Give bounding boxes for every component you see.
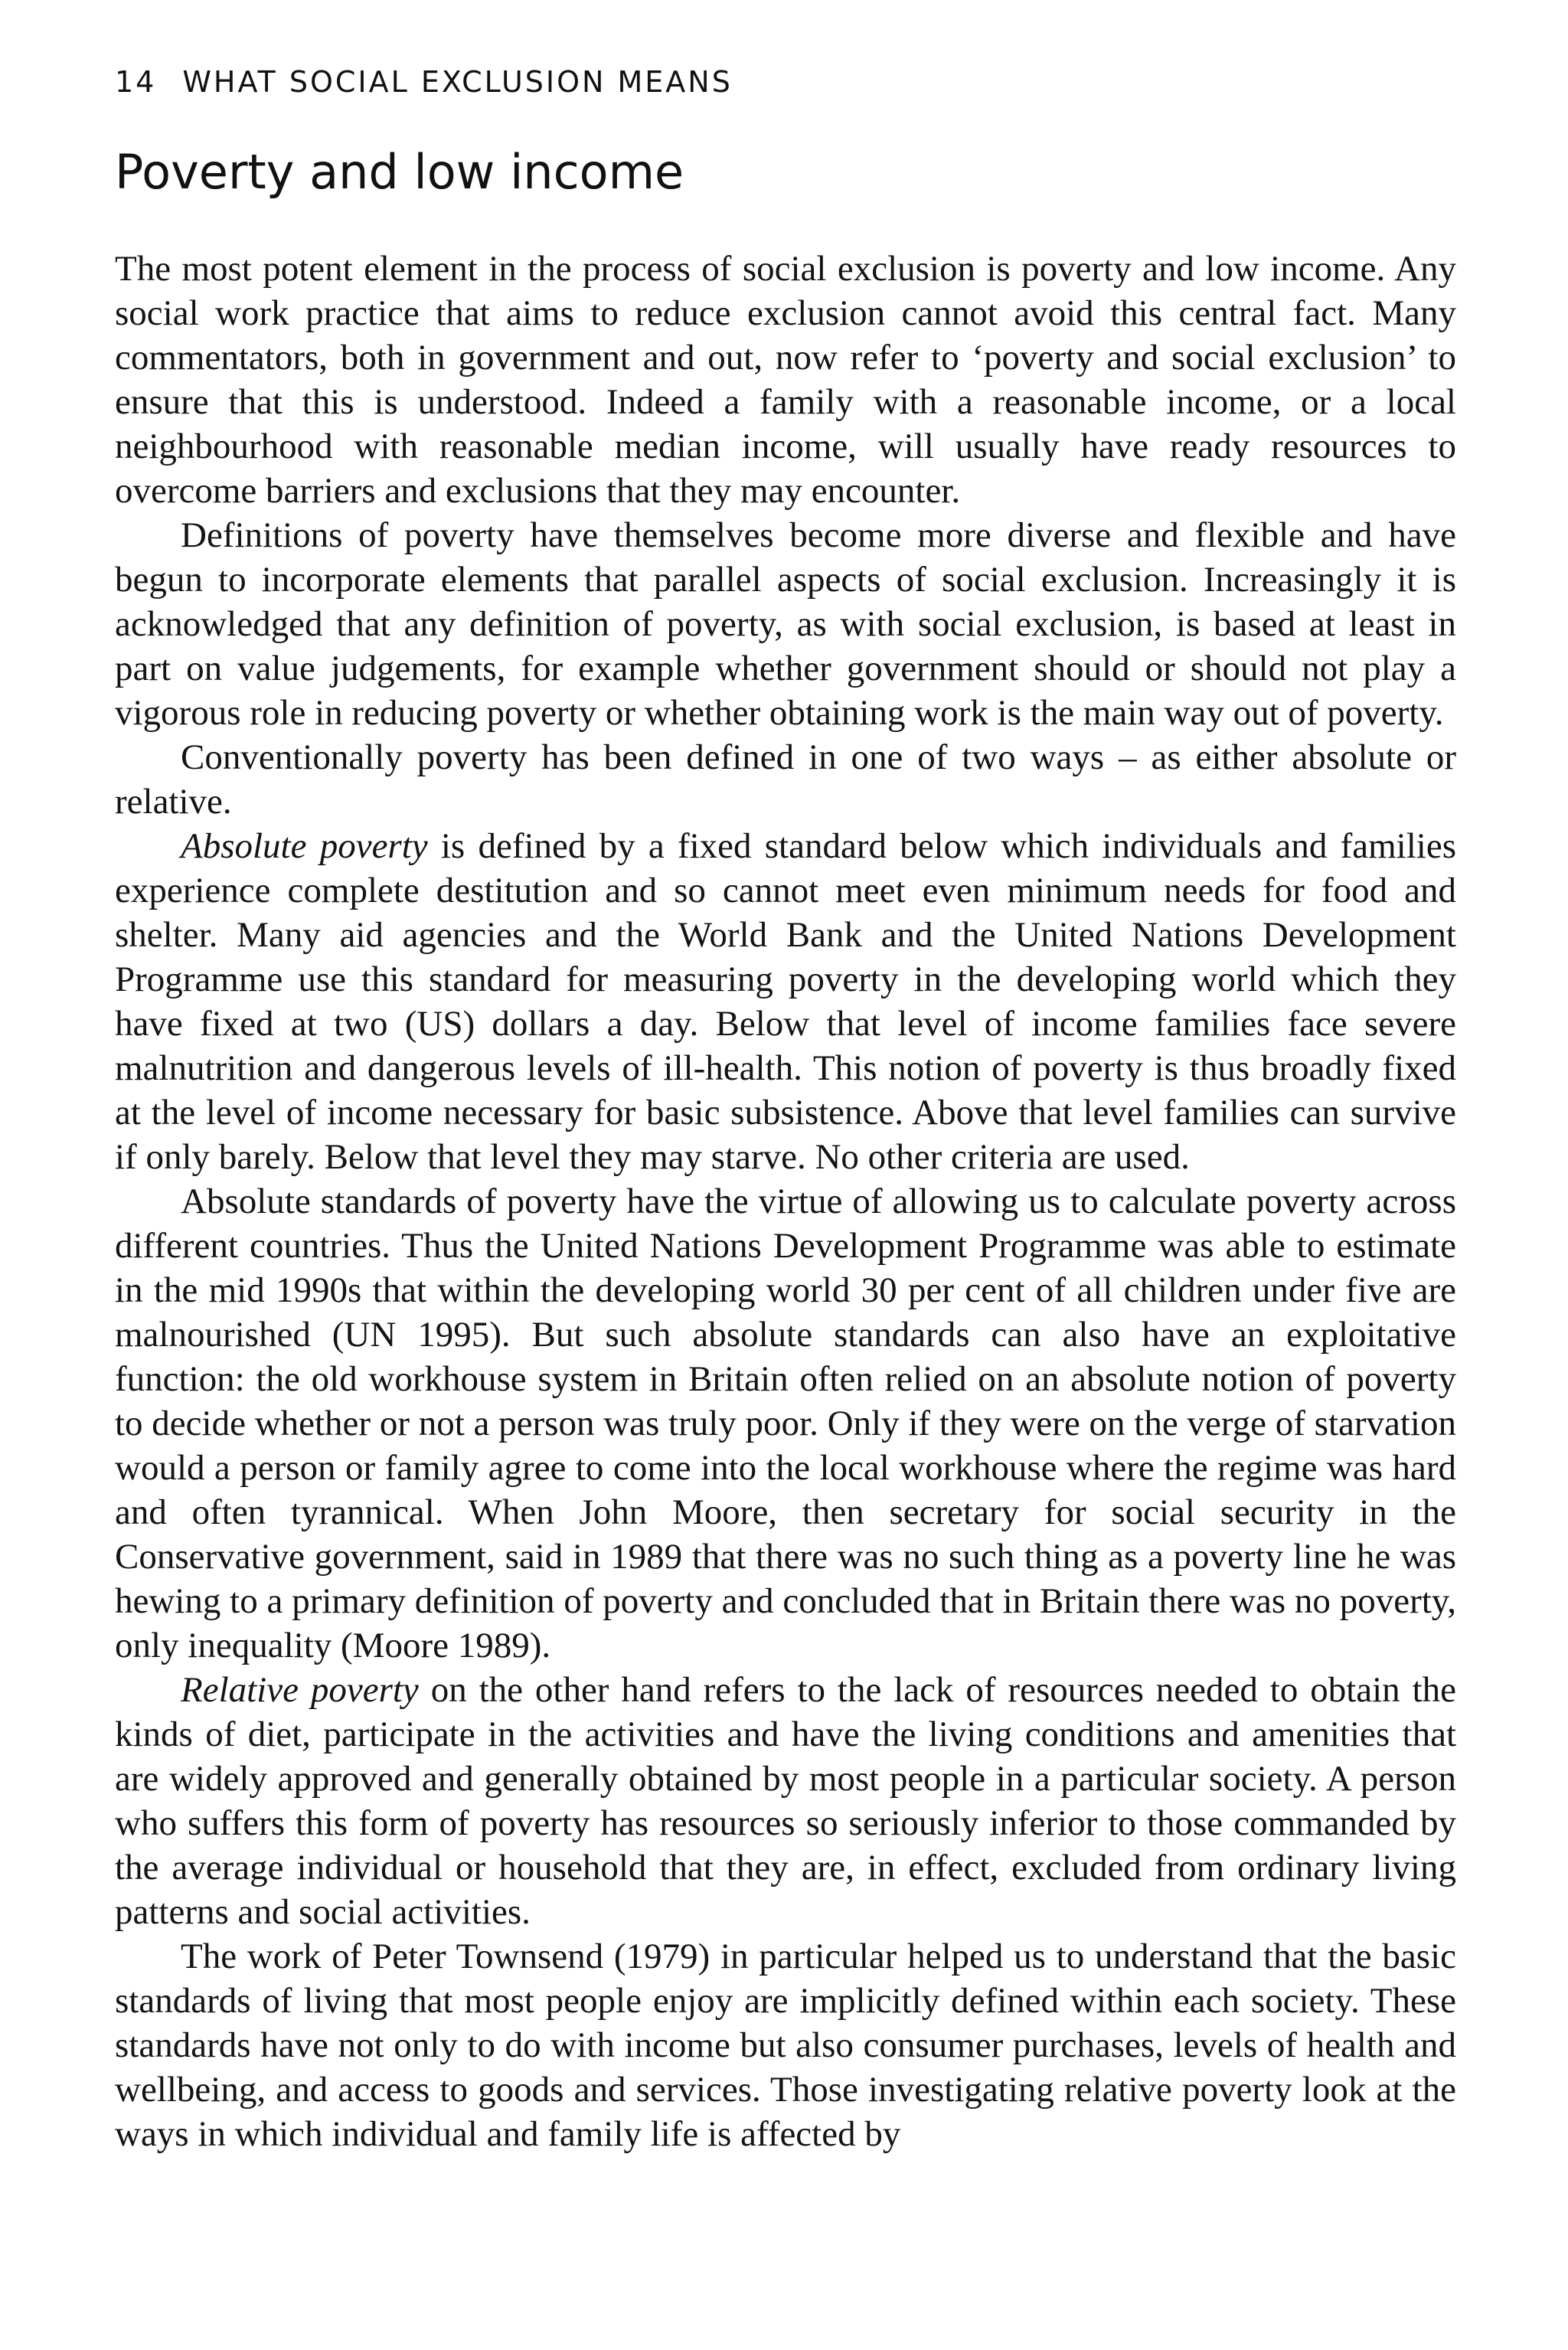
paragraph-1 bbox=[115, 247, 1456, 513]
paragraph-text: Definitions of poverty have themselves become more diverse and flexible and have begun to incorporate elements that parallel aspects of social exclusion. Increasingly it is acknowledged that any definition of poverty, as with social exclusion, is based at least in part on value judgements, for example whether government should or should not play a vigorous role in reducing poverty or whether obtaining work is the main way out of poverty. bbox=[115, 515, 1456, 733]
page-number: 14 bbox=[115, 65, 157, 99]
running-head-title: WHAT SOCIAL EXCLUSION MEANS bbox=[182, 65, 733, 99]
paragraph-3 bbox=[115, 735, 1456, 824]
paragraph-6 bbox=[115, 1668, 1456, 1934]
paragraph-text: The work of Peter Townsend (1979) in particular helped us to understand that the basic standards of living that most people enjoy are implicitly defined within each society. These standards have not only to do with income but also consumer purchases, levels of health and wellbeing, and access to goods and services. Those investigating relative poverty look at the ways in which individual and family life is affected by bbox=[115, 1937, 1456, 2154]
paragraph-text: The most potent element in the process of social exclusion is poverty and low income. Any social work practice that aims to reduce exclusion cannot avoid this central fact. Many commentators, both in government and out, now refer to ‘poverty and social exclusion’ to ensure that this is understood. Indeed a family with a reasonable income, or a local neighbourhood with reasonable median income, will usually have ready resources to overcome barriers and exclusions that they may encounter. bbox=[115, 249, 1456, 511]
running-head bbox=[115, 55, 1456, 109]
body-text bbox=[115, 247, 1456, 2156]
term-relative-poverty: Relative poverty bbox=[181, 1670, 419, 1710]
term-absolute-poverty: Absolute poverty bbox=[181, 826, 428, 866]
paragraph-text: on the other hand refers to the lack of resources needed to obtain the kinds of diet, participate in the activities and have the living conditions and amenities that are widely approved and generally obtained by most people in a particular society. A person who suffers this form of poverty has resources so seriously inferior to those commanded by the average individual or household that they are, in effect, excluded from ordinary living patterns and social activities. bbox=[115, 1670, 1456, 1932]
paragraph-text: is defined by a fixed standard below which individuals and families experience complete destitution and so cannot meet even minimum needs for food and shelter. Many aid agencies and the World Bank and the United Nations Development Programme use this standard for measuring poverty in the developing world which they have fixed at two (US) dollars a day. Below that level of income families face severe malnutrition and dangerous levels of ill-health. This notion of poverty is thus broadly fixed at the level of income necessary for basic subsistence. Above that level families can survive if only barely. Below that level they may starve. No other criteria are used. bbox=[115, 826, 1456, 1177]
book-page bbox=[115, 55, 1456, 2156]
paragraph-7 bbox=[115, 1934, 1456, 2156]
paragraph-2 bbox=[115, 513, 1456, 735]
paragraph-text: Conventionally poverty has been defined in one of two ways – as either absolute or relative. bbox=[115, 737, 1456, 822]
section-title: Poverty and low income bbox=[115, 144, 684, 200]
paragraph-4 bbox=[115, 824, 1456, 1179]
paragraph-text: Absolute standards of poverty have the virtue of allowing us to calculate poverty across different countries. Thus the United Nations Development Programme was able to estimate in the mid 1990s that within the developing world 30 per cent of all children under five are malnourished (UN 1995). But such absolute standards can also have an exploitative function: the old workhouse system in Britain often relied on an absolute notion of poverty to decide whether or not a person was truly poor. Only if they were on the verge of starvation would a person or family agree to come into the local workhouse where the regime was hard and often tyrannical. When John Moore, then secretary for social security in the Conservative government, said in 1989 that there was no such thing as a poverty line he was hewing to a primary definition of poverty and concluded that in Britain there was no poverty, only inequality (Moore 1989). bbox=[115, 1182, 1456, 1665]
paragraph-5 bbox=[115, 1179, 1456, 1668]
